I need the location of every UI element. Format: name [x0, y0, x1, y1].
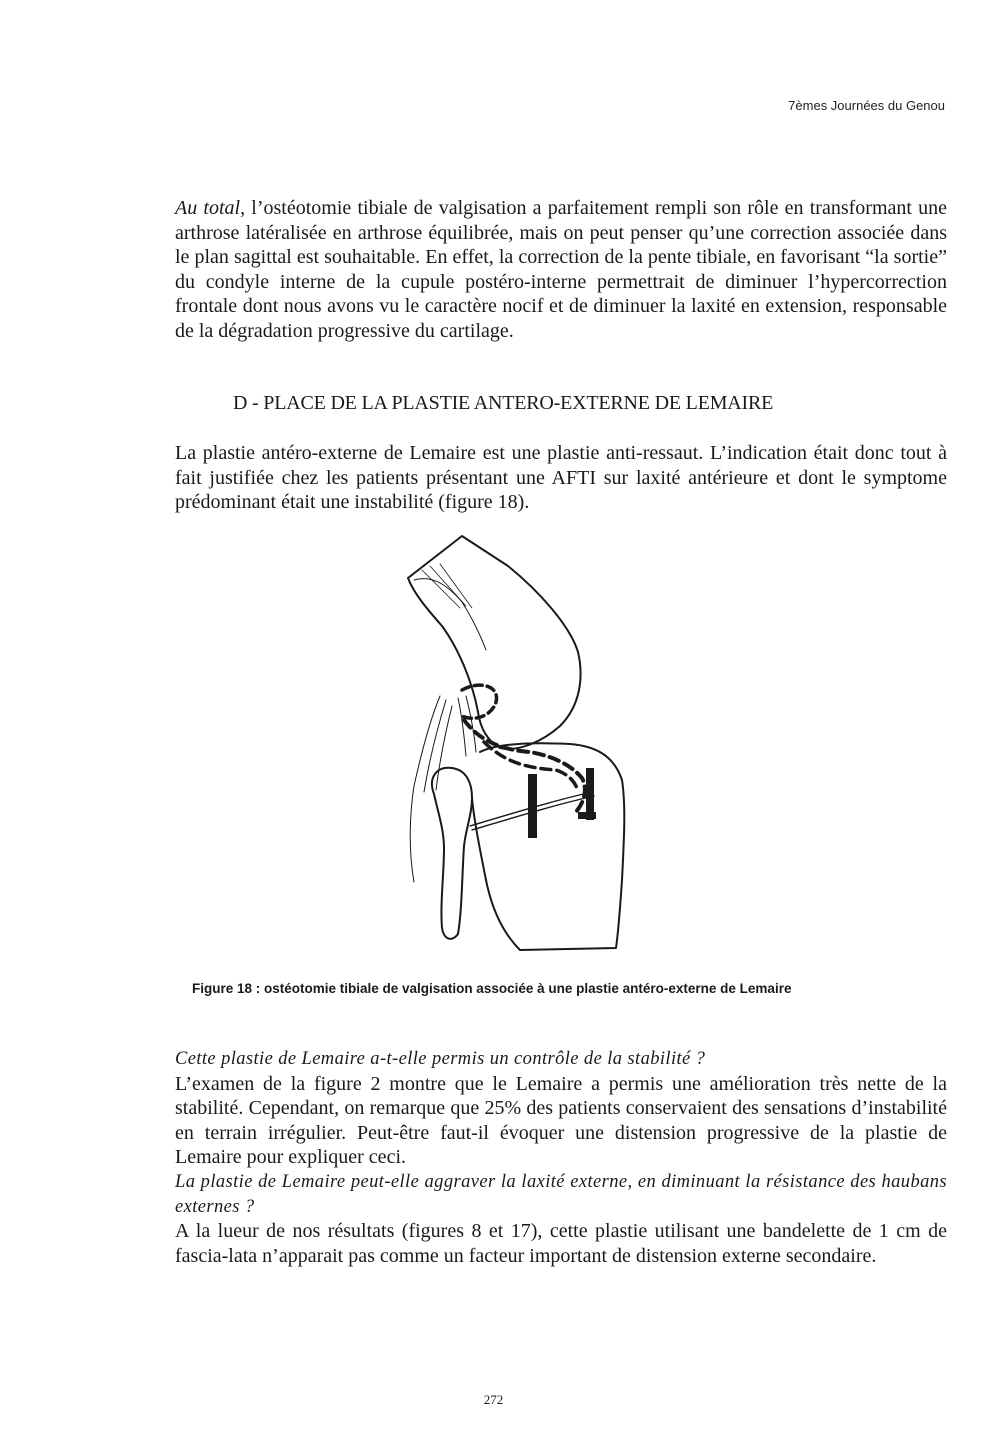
page-number: 272	[483, 1392, 504, 1407]
paragraph-total	[175, 196, 947, 344]
ligament-strands	[410, 696, 452, 882]
staple-right-hook	[578, 812, 596, 819]
question-answer-section	[175, 1047, 947, 1268]
answer-lateral-laxity: A la lueur de nos résultats (figures 8 et 17), cette plastie utilisant une bandelette de 1 cm de fascia-lata n’apparait pas comme un facteur important de distension externe secondaire.	[175, 1220, 947, 1267]
paragraph-lemaire-text: La plastie antéro-externe de Lemaire est une plastie anti-ressaut. L’indication était donc tout à fait justifiée chez les patients présentant une AFTI sur laxité antérieure et dont le symptome prédominant était une instabilité (figure 18).	[175, 442, 947, 514]
fibula-outline	[432, 768, 472, 939]
staple-left	[528, 774, 537, 838]
paragraph-lemaire	[175, 441, 947, 515]
knee-illustration	[400, 530, 640, 960]
question-lateral-laxity: La plastie de Lemaire peut-elle aggraver la laxité externe, en diminuant la résistance des haubans externes ?	[175, 1171, 947, 1217]
question-stability: Cette plastie de Lemaire a-t-elle permis un contrôle de la stabilité ?	[175, 1049, 706, 1069]
paragraph-total-text: l’ostéotomie tibiale de valgisation a parfaitement rempli son rôle en transformant une arthrose latéralisée en arthrose équilibrée, mais on peut penser qu’une correction associée dans le plan sagittal est souhaitable. En effet, la correction de la pente tibiale, en favorisant “la sortie” du condyle interne de la cupule postéro-interne permettrait de diminuer l’hypercorrection frontale dont nous avons vu le caractère nocif et de diminuer la laxité en extension, responsable de la dégradation progressive du cartilage.	[175, 197, 948, 342]
answer-stability: L’examen de la figure 2 montre que le Lemaire a permis une amélioration très nette de la stabilité. Cependant, on remarque que 25% des patients conservaient des sensations d’instabilité en terrain irrégulier. Peut-être faut-il évoquer une distension progressive de la plastie de Lemaire pour expliquer ceci.	[175, 1072, 947, 1169]
lead-in-italic: Au total,	[175, 197, 246, 219]
tibia-outline	[472, 743, 624, 950]
figure-caption: Figure 18 : ostéotomie tibiale de valgisation associée à une plastie antéro-externe de Lemaire	[192, 981, 792, 996]
section-heading: D - PLACE DE LA PLASTIE ANTERO-EXTERNE DE LEMAIRE	[233, 392, 774, 414]
figure-18	[400, 530, 640, 960]
femur-outline	[408, 536, 581, 749]
running-header: 7èmes Journées du Genou	[788, 98, 945, 113]
